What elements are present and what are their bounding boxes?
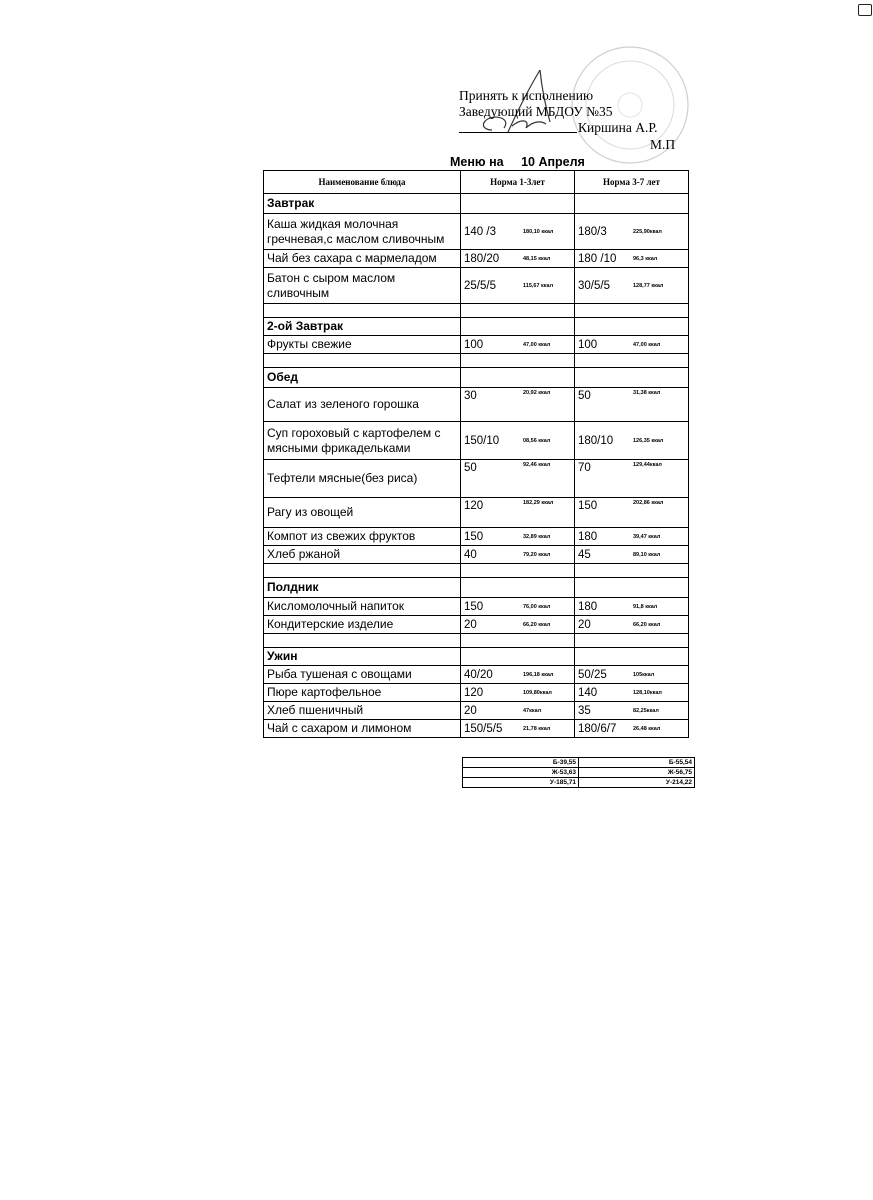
portion-size: 25/5/5 [464, 279, 496, 292]
norm-3-7-cell [575, 616, 689, 634]
section-row [264, 648, 689, 666]
norm-3-7-cell [575, 336, 689, 354]
portion-size: 50 [578, 390, 591, 402]
totals-body [463, 758, 695, 788]
section-title: 2-ой Завтрак [264, 318, 461, 336]
dish-name: Пюре картофельное [264, 684, 461, 702]
norm-1-3-cell [461, 720, 575, 738]
dish-name: Салат из зеленого горошка [264, 388, 461, 422]
section-row [264, 194, 689, 214]
section-row [264, 578, 689, 598]
menu-table [263, 170, 689, 738]
calories: 109,80ккал [523, 689, 552, 696]
dish-name: Суп гороховый с картофелем с мясными фрикадельками [264, 422, 461, 460]
calories: 08,56 ккал [523, 437, 551, 444]
menu-title-label: Меню на [450, 155, 504, 169]
blank-cell [461, 578, 575, 598]
portion-size: 50/25 [578, 668, 607, 681]
calories: 129,44ккал [633, 462, 662, 468]
calories: 92,46 ккал [523, 462, 551, 468]
blank-cell [264, 354, 461, 368]
portion-size: 150 [464, 600, 484, 613]
portion-size: 150 [464, 530, 484, 543]
blank-cell [575, 318, 689, 336]
calories: 182,29 ккал [523, 500, 554, 506]
blank-row [264, 304, 689, 318]
norm-3-7-cell [575, 388, 689, 422]
portion-size: 30/5/5 [578, 279, 610, 292]
portion-size: 40 [464, 548, 477, 561]
menu-item-row [264, 546, 689, 564]
section-title: Ужин [264, 648, 461, 666]
blank-cell [575, 578, 689, 598]
norm-3-7-cell [575, 702, 689, 720]
section-title: Полдник [264, 578, 461, 598]
blank-cell [461, 564, 575, 578]
portion-size: 45 [578, 548, 591, 561]
portion-size: 100 [464, 338, 484, 351]
header-norm-1-3: Норма 1-3лет [461, 171, 575, 194]
norm-1-3-cell [461, 702, 575, 720]
dish-name: Фрукты свежие [264, 336, 461, 354]
menu-date: 10 Апреля [521, 155, 585, 169]
portion-size: 180/6/7 [578, 722, 617, 735]
portion-size: 150 [578, 500, 598, 512]
total-norm-3-7: У-214,22 [579, 778, 695, 788]
menu-item-row [264, 498, 689, 528]
calories: 20,92 ккал [523, 390, 551, 396]
portion-size: 50 [464, 462, 477, 474]
blank-cell [461, 634, 575, 648]
approval-line-2: Заведующий МБДОУ №35 [459, 104, 613, 119]
totals-table [462, 757, 695, 788]
section-title: Обед [264, 368, 461, 388]
calories: 96,3 ккал [633, 255, 658, 262]
norm-3-7-cell [575, 460, 689, 498]
dish-name: Чай без сахара с мармеладом [264, 250, 461, 268]
blank-row [264, 354, 689, 368]
menu-title [450, 155, 585, 169]
approval-block [459, 88, 613, 120]
blank-cell [461, 194, 575, 214]
stamp-place-label: М.П [650, 137, 676, 152]
norm-3-7-cell [575, 684, 689, 702]
corner-mark [858, 4, 872, 16]
dish-name: Хлеб пшеничный [264, 702, 461, 720]
menu-item-row [264, 666, 689, 684]
portion-size: 20 [464, 704, 477, 717]
total-norm-1-3: У-185,71 [463, 778, 579, 788]
blank-cell [461, 318, 575, 336]
blank-cell [575, 368, 689, 388]
portion-size: 180 [578, 530, 598, 543]
section-row [264, 318, 689, 336]
menu-item-row [264, 598, 689, 616]
dish-name: Хлеб ржаной [264, 546, 461, 564]
menu-item-row [264, 528, 689, 546]
dish-name: Тефтели мясные(без риса) [264, 460, 461, 498]
calories: 76,00 ккал [523, 603, 551, 610]
blank-cell [264, 564, 461, 578]
calories: 89,10 ккал [633, 551, 661, 558]
portion-size: 30 [464, 390, 477, 402]
norm-1-3-cell [461, 684, 575, 702]
totals-row [463, 768, 695, 778]
dish-name: Кисломолочный напиток [264, 598, 461, 616]
menu-item-row [264, 422, 689, 460]
norm-3-7-cell [575, 268, 689, 304]
portion-size: 100 [578, 338, 598, 351]
blank-cell [575, 634, 689, 648]
calories: 202,86 ккал [633, 500, 664, 506]
calories: 180,10 ккал [523, 228, 554, 235]
blank-cell [461, 304, 575, 318]
header-dish-name: Наименование блюда [264, 171, 461, 194]
blank-cell [461, 354, 575, 368]
calories: 31,38 ккал [633, 390, 661, 396]
calories: 48,15 ккал [523, 255, 551, 262]
dish-name: Компот из свежих фруктов [264, 528, 461, 546]
blank-cell [575, 564, 689, 578]
portion-size: 180 [578, 600, 598, 613]
signature-line [459, 132, 577, 133]
blank-cell [575, 304, 689, 318]
blank-cell [461, 368, 575, 388]
calories: 128,10ккал [633, 689, 662, 696]
norm-3-7-cell [575, 720, 689, 738]
norm-3-7-cell [575, 528, 689, 546]
dish-name: Каша жидкая молочная гречневая,с маслом сливочным [264, 214, 461, 250]
portion-size: 120 [464, 686, 484, 699]
blank-cell [575, 194, 689, 214]
norm-1-3-cell [461, 666, 575, 684]
portion-size: 120 [464, 500, 484, 512]
portion-size: 180/20 [464, 252, 500, 265]
approval-line-1: Принять к исполнению [459, 88, 594, 103]
menu-item-row [264, 460, 689, 498]
norm-1-3-cell [461, 422, 575, 460]
portion-size: 180 /10 [578, 252, 617, 265]
menu-item-row [264, 702, 689, 720]
calories: 47ккал [523, 707, 542, 714]
section-title: Завтрак [264, 194, 461, 214]
menu-item-row [264, 616, 689, 634]
menu-item-row [264, 250, 689, 268]
calories: 82,25ккал [633, 707, 659, 714]
norm-1-3-cell [461, 498, 575, 528]
norm-1-3-cell [461, 616, 575, 634]
norm-1-3-cell [461, 250, 575, 268]
blank-cell [575, 648, 689, 666]
norm-1-3-cell [461, 388, 575, 422]
calories: 66,20 ккал [523, 621, 551, 628]
menu-item-row [264, 388, 689, 422]
portion-size: 180/10 [578, 434, 614, 447]
total-norm-3-7: Б-55,54 [579, 758, 695, 768]
norm-3-7-cell [575, 666, 689, 684]
calories: 47,00 ккал [523, 341, 551, 348]
dish-name: Рагу из овощей [264, 498, 461, 528]
portion-size: 150/5/5 [464, 722, 503, 735]
total-norm-3-7: Ж-56,75 [579, 768, 695, 778]
portion-size: 35 [578, 704, 591, 717]
totals-row [463, 758, 695, 768]
norm-1-3-cell [461, 214, 575, 250]
portion-size: 180/3 [578, 225, 607, 238]
calories: 91,8 ккал [633, 603, 658, 610]
blank-cell [461, 648, 575, 666]
norm-3-7-cell [575, 598, 689, 616]
dish-name: Батон с сыром маслом сливочным [264, 268, 461, 304]
menu-item-row [264, 720, 689, 738]
dish-name: Кондитерские изделие [264, 616, 461, 634]
calories: 225,90ккал [633, 228, 662, 235]
menu-item-row [264, 268, 689, 304]
norm-3-7-cell [575, 422, 689, 460]
calories: 21,78 ккал [523, 725, 551, 732]
norm-1-3-cell [461, 546, 575, 564]
menu-item-row [264, 214, 689, 250]
calories: 105ккал [633, 671, 655, 678]
calories: 126,35 ккал [633, 437, 664, 444]
calories: 66,20 ккал [633, 621, 661, 628]
dish-name: Чай с сахаром и лимоном [264, 720, 461, 738]
total-norm-1-3: Б-39,55 [463, 758, 579, 768]
norm-3-7-cell [575, 250, 689, 268]
portion-size: 70 [578, 462, 591, 474]
norm-3-7-cell [575, 498, 689, 528]
blank-cell [264, 304, 461, 318]
blank-row [264, 634, 689, 648]
calories: 39,47 ккал [633, 533, 661, 540]
portion-size: 140 /3 [464, 225, 496, 238]
header-norm-3-7: Норма 3-7 лет [575, 171, 689, 194]
signer-name: Киршина А.Р. [578, 120, 658, 135]
calories: 128,77 ккал [633, 282, 664, 289]
menu-item-row [264, 336, 689, 354]
norm-3-7-cell [575, 214, 689, 250]
norm-3-7-cell [575, 546, 689, 564]
dish-name: Рыба тушеная с овощами [264, 666, 461, 684]
calories: 26,48 ккал [633, 725, 661, 732]
norm-1-3-cell [461, 268, 575, 304]
portion-size: 140 [578, 686, 598, 699]
portion-size: 40/20 [464, 668, 493, 681]
totals-row [463, 778, 695, 788]
calories: 32,89 ккал [523, 533, 551, 540]
norm-1-3-cell [461, 460, 575, 498]
calories: 47,00 ккал [633, 341, 661, 348]
portion-size: 20 [464, 618, 477, 631]
blank-row [264, 564, 689, 578]
calories: 115,67 ккал [523, 282, 554, 289]
portion-size: 150/10 [464, 434, 500, 447]
norm-1-3-cell [461, 528, 575, 546]
menu-item-row [264, 684, 689, 702]
norm-1-3-cell [461, 598, 575, 616]
calories: 196,18 ккал [523, 671, 554, 678]
portion-size: 20 [578, 618, 591, 631]
calories: 79,20 ккал [523, 551, 551, 558]
menu-body [264, 194, 689, 738]
header-row [264, 171, 689, 194]
section-row [264, 368, 689, 388]
blank-cell [264, 634, 461, 648]
total-norm-1-3: Ж-53,63 [463, 768, 579, 778]
norm-1-3-cell [461, 336, 575, 354]
blank-cell [575, 354, 689, 368]
